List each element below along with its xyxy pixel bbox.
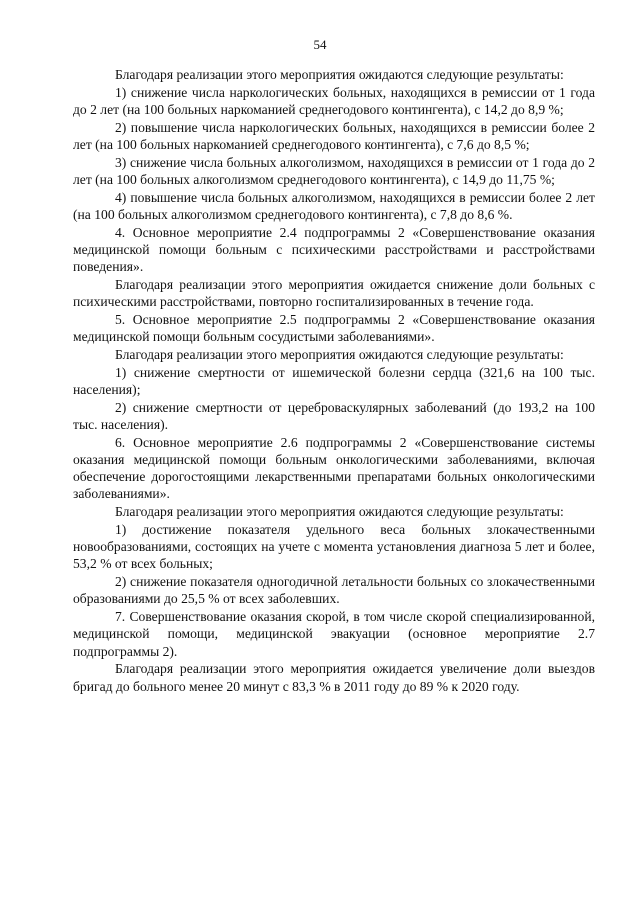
document-body xyxy=(73,66,595,695)
paragraph-measure-2-5-result-1: 1) снижение смертности от ишемической болезни сердца (321,6 на 100 тыс. населения); xyxy=(73,364,595,397)
paragraph-result-2: 2) повышение числа наркологических больных, находящихся в ремиссии более 2 лет (на 100 больных наркоманией среднегодового контингента), с 7,6 до 8,5 %; xyxy=(73,119,595,152)
paragraph-result-3: 3) снижение числа больных алкоголизмом, находящихся в ремиссии от 1 года до 2 лет (на 100 больных алкоголизмом среднегодового контингента), с 14,9 до 11,75 %; xyxy=(73,154,595,187)
paragraph-measure-2-6: 6. Основное мероприятие 2.6 подпрограммы 2 «Совершенствование системы оказания медицинской помощи больным онкологическими заболеваниями, включая обеспечение дорогостоящими лекарственными препаратами больных онкологическими заболеваниями». xyxy=(73,434,595,502)
paragraph-measure-2-6-result-2: 2) снижение показателя одногодичной летальности больных со злокачественными образованиями до 25,5 % от всех заболевших. xyxy=(73,574,595,607)
paragraph-measure-2-4-result: Благодаря реализации этого мероприятия ожидается снижение доли больных с психическими расстройствами, повторно госпитализированных в течение года. xyxy=(73,277,595,310)
paragraph-intro-results: Благодаря реализации этого мероприятия ожидаются следующие результаты: xyxy=(115,67,564,82)
paragraph-result-4: 4) повышение числа больных алкоголизмом, находящихся в ремиссии более 2 лет (на 100 больных алкоголизмом среднегодового контингента), с 7,8 до 8,6 %. xyxy=(73,189,595,222)
paragraph-measure-2-4: 4. Основное мероприятие 2.4 подпрограммы 2 «Совершенствование оказания медицинской помощи больным с психическими расстройствами и расстройствами поведения». xyxy=(73,224,595,275)
page-number: 54 xyxy=(313,37,327,52)
paragraph-measure-2-5-result-2: 2) снижение смертности от цереброваскулярных заболеваний (до 193,2 на 100 тыс. населения). xyxy=(73,399,595,432)
paragraph-measure-2-6-intro: Благодаря реализации этого мероприятия ожидаются следующие результаты: xyxy=(115,504,564,520)
paragraph-measure-2-7: 7. Совершенствование оказания скорой, в том числе скорой специализированной, медицинской помощи, медицинской эвакуации (основное мероприятие 2.7 подпрограммы 2). xyxy=(73,609,595,659)
paragraph-measure-2-5: 5. Основное мероприятие 2.5 подпрограммы 2 «Совершенствование оказания медицинской помощи больным сосудистыми заболеваниями». xyxy=(73,312,595,345)
paragraph-result-1: 1) снижение числа наркологических больных, находящихся в ремиссии от 1 года до 2 лет (на 100 больных наркоманией среднегодового контингента), с 14,2 до 8,9 %; xyxy=(73,84,595,117)
paragraph-measure-2-7-result: Благодаря реализации этого мероприятия ожидается увеличение доли выездов бригад до больного менее 20 минут с 83,3 % в 2011 году до 89 % к 2020 году. xyxy=(73,661,595,694)
paragraph-measure-2-5-intro: Благодаря реализации этого мероприятия ожидаются следующие результаты: xyxy=(115,347,564,362)
paragraph-measure-2-6-result-1: 1) достижение показателя удельного веса больных злокачественными новообразованиями, состоящих на учете с момента установления диагноза 5 лет и более, 53,2 % от всех больных; xyxy=(73,522,595,572)
